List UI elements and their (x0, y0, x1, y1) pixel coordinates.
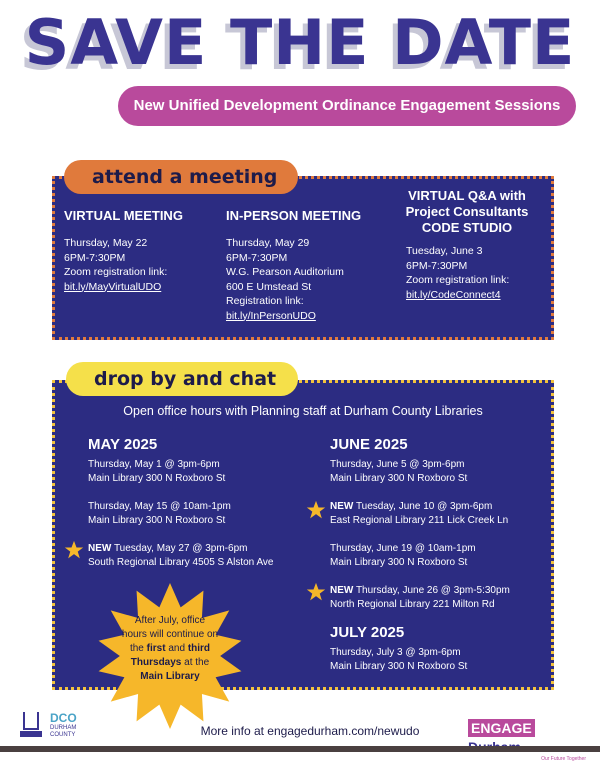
list-item (88, 500, 231, 528)
event-location: Main Library 300 N Roxboro St (330, 473, 468, 484)
list-item (330, 584, 510, 612)
event-datetime (330, 584, 510, 598)
burst-line3-d: third (187, 643, 211, 654)
event-datetime-text: Tuesday, June 10 @ 3pm-6pm (353, 501, 493, 512)
may-heading: MAY 2025 (88, 436, 158, 453)
list-item (88, 542, 274, 570)
dco-mark: DCO (50, 711, 77, 725)
county-line2: COUNTY (50, 732, 76, 738)
inperson-meeting-place: W.G. Pearson Auditorium (226, 266, 344, 278)
burst-line3 (110, 642, 230, 656)
bottom-strip (0, 746, 600, 752)
durham-logo (20, 712, 42, 738)
burst-line4 (110, 656, 230, 670)
event-datetime: Thursday, June 5 @ 3pm-6pm (330, 459, 465, 470)
qa-heading-line2: Project Consultants (405, 204, 529, 219)
engage-durham-logo (468, 718, 586, 762)
more-info-text[interactable]: More info at engagedurham.com/newudo (200, 724, 420, 738)
burst-line4-b: at the (181, 657, 210, 668)
durham-county-logo (50, 712, 84, 742)
list-item (330, 646, 467, 674)
inperson-meeting-heading: IN-PERSON MEETING (226, 208, 362, 223)
burst-line5: Main Library (140, 671, 200, 682)
list-item (330, 458, 467, 486)
event-location: North Regional Library 221 Milton Rd (330, 599, 495, 610)
new-badge: NEW (330, 501, 354, 512)
burst-line2: hours will continue on (121, 629, 219, 640)
burst-line3-a: the (129, 643, 147, 654)
drop-by-label: drop by and chat (66, 362, 298, 396)
virtual-meeting-link[interactable]: bit.ly/MayVirtualUDO (64, 280, 162, 293)
event-location: Main Library 300 N Roxboro St (330, 661, 468, 672)
list-item (330, 542, 476, 570)
burst-line3-b: first (146, 643, 166, 654)
list-item (88, 458, 225, 486)
new-badge: NEW (88, 543, 112, 554)
star-icon (306, 582, 326, 602)
inperson-meeting-address: 600 E Umstead St (226, 280, 312, 293)
event-location: Main Library 300 N Roxboro St (330, 557, 468, 568)
event-location: South Regional Library 4505 S Alston Ave (88, 557, 274, 568)
office-hours-intro: Open office hours with Planning staff at Durham County Libraries (123, 404, 483, 418)
star-icon (306, 500, 326, 520)
event-datetime: Thursday, May 15 @ 10am-1pm (88, 501, 231, 512)
virtual-meeting-section (64, 208, 214, 294)
virtual-meeting-time: 6PM-7:30PM (64, 251, 126, 264)
county-line1: DURHAM (50, 725, 77, 731)
qa-date: Tuesday, June 3 (406, 245, 483, 257)
event-location: East Regional Library 211 Lick Creek Ln (330, 515, 509, 526)
event-datetime: Thursday, July 3 @ 3pm-6pm (330, 647, 461, 658)
inperson-meeting-reg: Registration link: (226, 295, 304, 307)
event-datetime-text: Thursday, June 26 @ 3pm-5:30pm (353, 585, 510, 596)
list-item (330, 500, 508, 528)
virtual-meeting-date: Thursday, May 22 (64, 237, 148, 249)
burst-line4-a: Thursdays (130, 657, 182, 668)
inperson-meeting-date: Thursday, May 29 (226, 237, 310, 249)
event-location: Main Library 300 N Roxboro St (88, 515, 226, 526)
engage-tagline: Our Future Together (541, 756, 586, 762)
qa-time: 6PM-7:30PM (406, 259, 468, 272)
page-title: SAVE THE DATE (24, 6, 576, 79)
inperson-meeting-section (226, 208, 376, 323)
qa-section (384, 188, 550, 302)
qa-heading-line1: VIRTUAL Q&A with (408, 188, 526, 203)
inperson-meeting-link[interactable]: bit.ly/InPersonUDO (226, 309, 316, 322)
new-badge: NEW (330, 585, 354, 596)
star-icon (64, 540, 84, 560)
qa-link[interactable]: bit.ly/CodeConnect4 (406, 288, 501, 301)
burst-line1: After July, office (134, 615, 206, 626)
event-datetime: Thursday, May 1 @ 3pm-6pm (88, 459, 220, 470)
event-datetime (330, 500, 508, 514)
july-heading: JULY 2025 (330, 624, 405, 641)
virtual-meeting-reg: Zoom registration link: (64, 266, 168, 278)
virtual-meeting-heading: VIRTUAL MEETING (64, 208, 183, 223)
qa-heading-line3: CODE STUDIO (421, 220, 513, 235)
attend-meeting-label: attend a meeting (64, 160, 298, 194)
event-datetime: Thursday, June 19 @ 10am-1pm (330, 543, 476, 554)
subtitle-banner: New Unified Development Ordinance Engagement Sessions (118, 86, 576, 126)
event-datetime-text: Tuesday, May 27 @ 3pm-6pm (111, 543, 248, 554)
starburst-note (110, 614, 230, 684)
inperson-meeting-time: 6PM-7:30PM (226, 251, 288, 264)
qa-reg: Zoom registration link: (406, 274, 510, 286)
event-datetime (88, 542, 274, 556)
burst-line3-c: and (165, 643, 188, 654)
engage-word: ENGAGE (468, 719, 535, 737)
june-heading: JUNE 2025 (330, 436, 408, 453)
event-location: Main Library 300 N Roxboro St (88, 473, 226, 484)
